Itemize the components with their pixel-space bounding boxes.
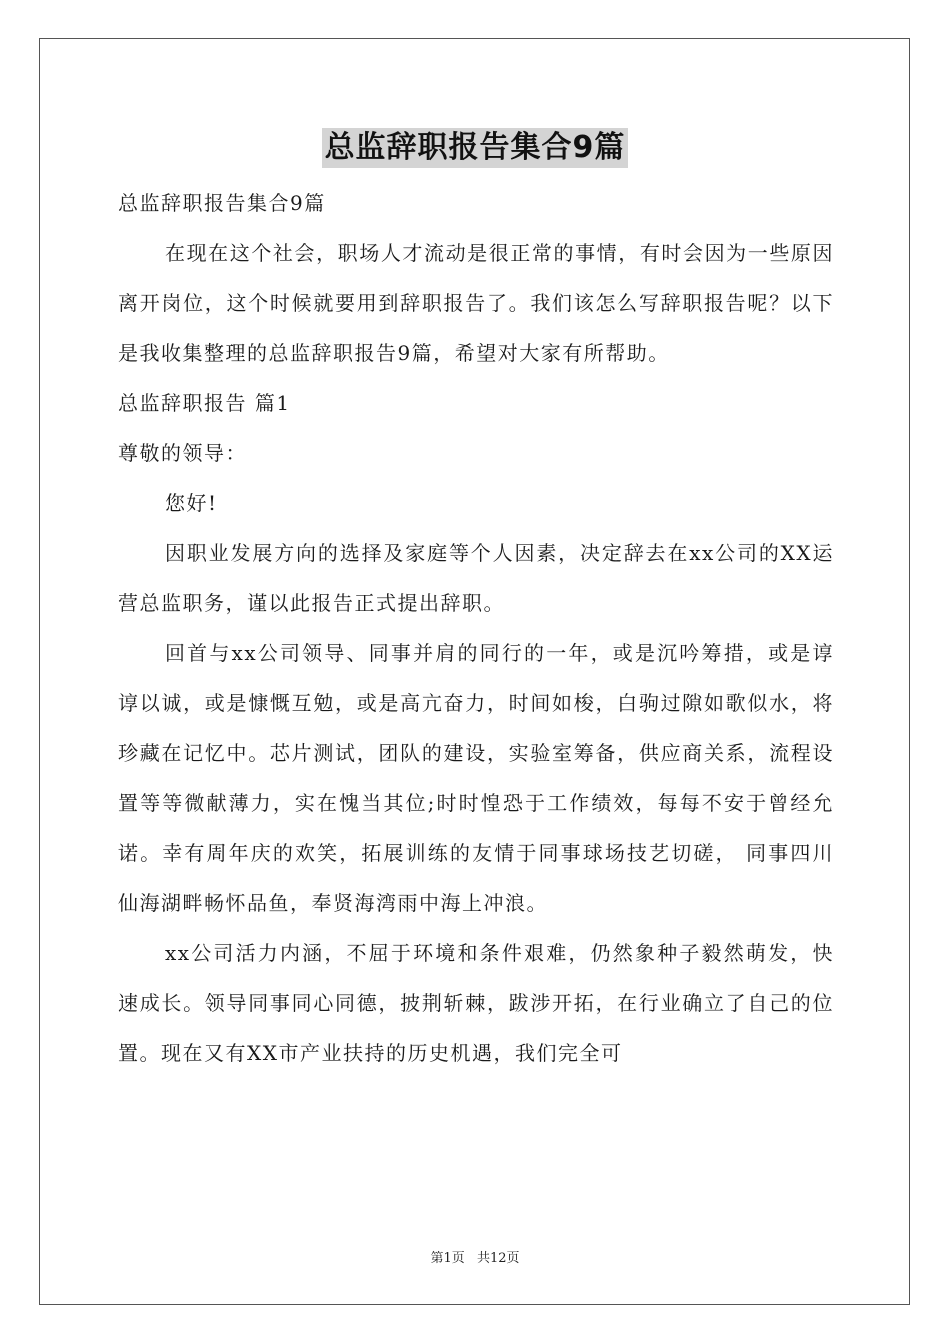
page-footer xyxy=(0,1247,950,1266)
paragraph: 回首与xx公司领导、同事并肩的同行的一年，或是沉吟筹措，或是谆谆以诚，或是慷慨互勉，或是高亢奋力，时间如梭，白驹过隙如歌似水，将珍藏在记忆中。芯片测试，团队的建设，实验室筹备，供应商关系，流程设置等等微献薄力，实在愧当其位;时时惶恐于工作绩效，每每不安于曾经允诺。幸有周年庆的欢笑，拓展训练的友情于同事球场技艺切磋， 同事四川仙海湖畔畅怀品鱼，奉贤海湾雨中海上冲浪。 xyxy=(118,641,834,915)
document-body xyxy=(118,178,834,1078)
paragraph: 尊敬的领导： xyxy=(118,441,247,465)
paragraph: 在现在这个社会，职场人才流动是很正常的事情，有时会因为一些原因离开岗位，这个时候就要用到辞职报告了。我们该怎么写辞职报告呢？以下是我收集整理的总监辞职报告9篇，希望对大家有所帮助。 xyxy=(118,241,834,365)
paragraph: 您好! xyxy=(165,491,218,515)
title-area xyxy=(0,128,950,168)
paragraph: 总监辞职报告集合9篇 xyxy=(118,191,326,215)
paragraph: xx公司活力内涵，不屈于环境和条件艰难，仍然象种子毅然萌发，快速成长。领导同事同心同德，披荆斩棘，跋涉开拓，在行业确立了自己的位置。现在又有XX市产业扶持的历史机遇，我们完全可 xyxy=(118,941,834,1065)
document-title: 总监辞职报告集合9篇 xyxy=(322,128,629,168)
page-number: 第1页 xyxy=(430,1251,465,1266)
paragraph: 因职业发展方向的选择及家庭等个人因素，决定辞去在xx公司的XX运营总监职务，谨以此报告正式提出辞职。 xyxy=(118,541,834,615)
page-total: 共12页 xyxy=(476,1251,520,1266)
paragraph: 总监辞职报告 篇1 xyxy=(118,391,291,415)
